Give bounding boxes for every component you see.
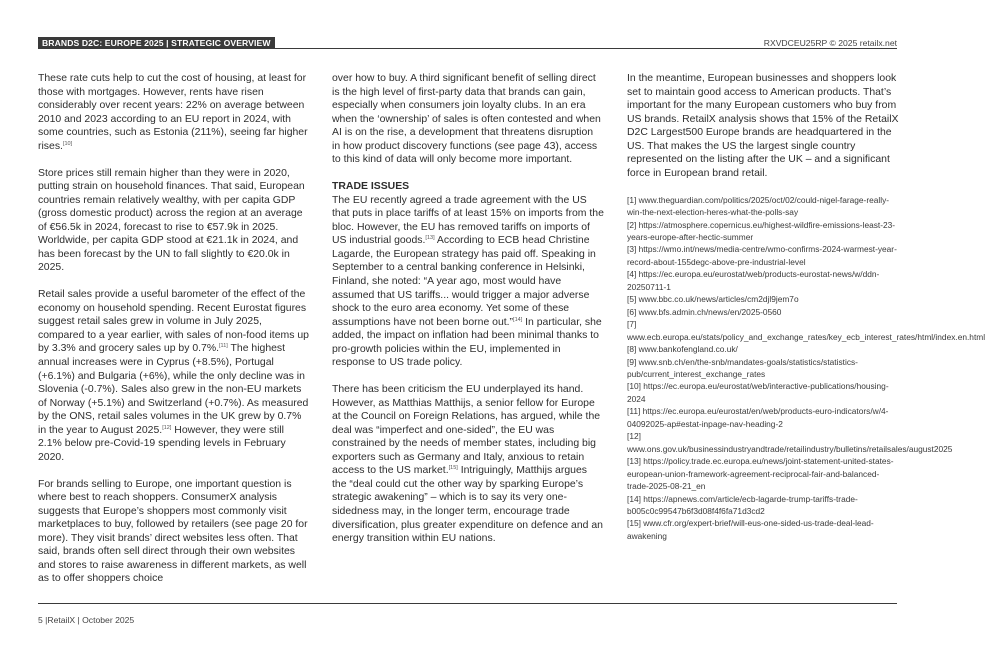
paragraph-gdp: Store prices still remain higher than they were in 2020, putting strain on household finances. That said, European countries remain relatively wealthy, with per capita GDP (gross domestic product) across the region at an average of €56.5k in 2024, forecast to rise to €57.9k in 2025. Worldwide, per capita GDP stood at €21.1k in 2024, and has been forecast by the UN to fall slightly to €20.0k in 2025. bbox=[38, 167, 305, 274]
paragraph-american-products: In the meantime, European businesses and shoppers look set to maintain good access to American products. That’s important for the many European customers who buy from US brands. RetailX analysis shows that 15% of the RetailX D2C Largest500 Europe brands are headquartered in the US. That makes the US the largest single country represented on the listing after the UK – and a significant force in European brand retail. bbox=[627, 73, 899, 179]
footnote-marker: [14] bbox=[513, 316, 523, 323]
reference-item[interactable]: [14] https://apnews.com/article/ecb-lagarde-trump-tariffs-trade-b005c0c99547b6f3d08f4f6fa71d3cd2 bbox=[627, 493, 858, 516]
reference-item[interactable]: [15] www.cfr.org/expert-brief/will-eus-one-sided-us-trade-deal-lead-awakening bbox=[627, 518, 874, 541]
footnote-marker: [11] bbox=[219, 343, 228, 350]
column-2 bbox=[332, 72, 604, 559]
paragraph-text: The EU recently agreed a trade agreement with the US that puts in place tariffs of at least 15% on imports from the bloc. However, the EU has removed tariffs on imports of US industrial goods. bbox=[332, 194, 604, 247]
paragraph-text: In particular, she added, the impact on inflation had been minimal thanks to pro-growth policies within the EU, implemented in response to US trade policy. bbox=[332, 316, 602, 369]
page-footer: 5 |RetailX | October 2025 bbox=[38, 615, 135, 625]
reference-item[interactable]: [9] www.snb.ch/en/the-snb/mandates-goals/statistics/statistics-pub/current_interest_exchange_rates bbox=[627, 356, 858, 380]
reference-item[interactable]: [1] www.theguardian.com/politics/2025/oct/02/could-nigel-farage-really-win-the-next-election-heres-what-the-polls-say bbox=[627, 194, 890, 218]
footer-divider bbox=[38, 603, 897, 604]
reference-item[interactable]: [5] www.bbc.co.uk/news/articles/cm2djl9jem7o bbox=[627, 294, 799, 305]
reference-item[interactable]: [12] www.ons.gov.uk/businessindustryandtrade/retailindustry/bulletins/retailsales/august2025 bbox=[627, 431, 953, 454]
column-3 bbox=[627, 72, 985, 542]
paragraph-text: There has been criticism the EU underplayed its hand. However, as Matthias Matthijs, a senior fellow for Europe at the Council on Foreign Relations, has argued, while the deal was “imperfect and one-sided”, the EU was constrained by the needs of member states, including big exporters such as Germany and Italy, anxious to retain access to the US market. bbox=[332, 384, 601, 477]
header-divider bbox=[38, 48, 897, 49]
paragraph-text: The highest annual increases were in Cyprus (+8.5%), Portugal (+6.1%) and Bulgaria (+6%), while the only decline was in Slovenia (-0.7%). Sales also grew in the non-EU markets of Norway (+5.1%) and Switzerland (+0.7%). As measured by the ONS, retail sales volumes in the UK grew by 0.7% in the year to August 2025. bbox=[38, 343, 309, 436]
paragraph-retail-sales bbox=[38, 288, 310, 464]
paragraph-shoppers: For brands selling to Europe, one important question is where best to reach shoppers. ConsumerX analysis suggests that Europe’s shoppers most commonly visit marketplaces to buy, followed by retailers (see page 20 for more). They visit brands’ direct websites less often. That said, brands often sell direct through their own websites and stores to raise awareness in different markets, as well as to offer shoppers choice bbox=[38, 478, 308, 585]
reference-item[interactable]: [13] https://policy.trade.ec.europa.eu/news/joint-statement-united-states-european-union-framework-agreement-reciprocal-fair-and-balanced-trade-2025-08-21_en bbox=[627, 456, 894, 492]
reference-item[interactable]: [2] https://atmosphere.copernicus.eu/highest-wildfire-emissions-least-23-years-europe-after-hectic-summer bbox=[627, 219, 896, 243]
paragraph-text: These rate cuts help to cut the cost of housing, at least for those with mortgages. However, rents have risen considerably over recent years: 22% on average between 2010 and 2023 according to an EU report in 2024, with some countries, such as Estonia (211%), seeing far higher rises. bbox=[38, 73, 308, 152]
reference-item[interactable]: [7] www.ecb.europa.eu/stats/policy_and_exchange_rates/key_ecb_interest_rates/html/index.en.html bbox=[627, 319, 985, 342]
reference-item[interactable]: [8] www.bankofengland.co.uk/ bbox=[627, 344, 738, 355]
footnote-marker: [13] bbox=[425, 235, 435, 242]
paragraph-rents bbox=[38, 72, 310, 153]
section-tag: BRANDS D2C: EUROPE 2025 | STRATEGIC OVERVIEW bbox=[38, 37, 275, 49]
footnote-marker: [12] bbox=[162, 424, 172, 431]
paragraph-first-party-data: over how to buy. A third significant benefit of selling direct is the high level of first-party data that brands can gain, especially when consumers join loyalty clubs. In an era when the ‘ownership’ of sales is often contested and when AI is on the rise, a development that threatens disruption in how product discovery functions (see page 43), access to this kind of data will only become more important. bbox=[332, 73, 601, 166]
reference-item[interactable]: [10] https://ec.europa.eu/eurostat/web/interactive-publications/housing-2024 bbox=[627, 381, 889, 404]
paragraph-text: Retail sales provide a useful barometer of the effect of the economy on household spending. Recent Eurostat figures suggest retail sales grew in volume in July 2025, compared to a year earlier, with sales of non-food items up by 3.3% and grocery sales up by 0.7%. bbox=[38, 289, 309, 355]
trade-issues-heading: TRADE ISSUES bbox=[332, 181, 410, 193]
footnote-marker: [15] bbox=[448, 465, 458, 472]
footnote-marker: [10] bbox=[62, 140, 73, 147]
reference-item[interactable]: [3] https://wmo.int/news/media-centre/wmo-confirms-2024-warmest-year-record-about-155degc-above-pre-industrial-level bbox=[627, 244, 897, 267]
references-list bbox=[627, 194, 985, 543]
report-code: RXVDCEU25RP © 2025 retailx.net bbox=[763, 38, 897, 48]
paragraph-text: Intriguingly, Matthijs argues the “deal could cut the other way by sparking Europe’s strategic awakening” – which is to say its very one-sidedness may, in the longer term, encourage trade diversification, plus greater expenditure on defence and an energy transition within EU nations. bbox=[332, 465, 603, 545]
paragraph-text: According to ECB head Christine Lagarde, the European strategy has paid off. Speaking in September to a central banking conference in Helsinki, Finland, she noted: “A year ago, most would have assumed that US tariffs... would trigger a major adverse shock to the euro area economy. Yet some of these assumptions have not been borne out.” bbox=[332, 235, 596, 328]
paragraph-trade-agreement bbox=[332, 194, 604, 370]
column-1 bbox=[38, 72, 310, 599]
reference-item[interactable]: [6] www.bfs.admin.ch/news/en/2025-0560 bbox=[627, 306, 782, 317]
paragraph-criticism bbox=[332, 383, 604, 546]
paragraph-text: However, they were still 2.1% below pre-Covid-19 spending levels in February 2020. bbox=[38, 424, 286, 463]
reference-item[interactable]: [4] https://ec.europa.eu/eurostat/web/products-eurostat-news/w/ddn-20250711-1 bbox=[627, 269, 880, 292]
reference-item[interactable]: [11] https://ec.europa.eu/eurostat/en/web/products-euro-indicators/w/4-04092025-ap#estat-inpage-nav-heading-2 bbox=[627, 406, 889, 429]
